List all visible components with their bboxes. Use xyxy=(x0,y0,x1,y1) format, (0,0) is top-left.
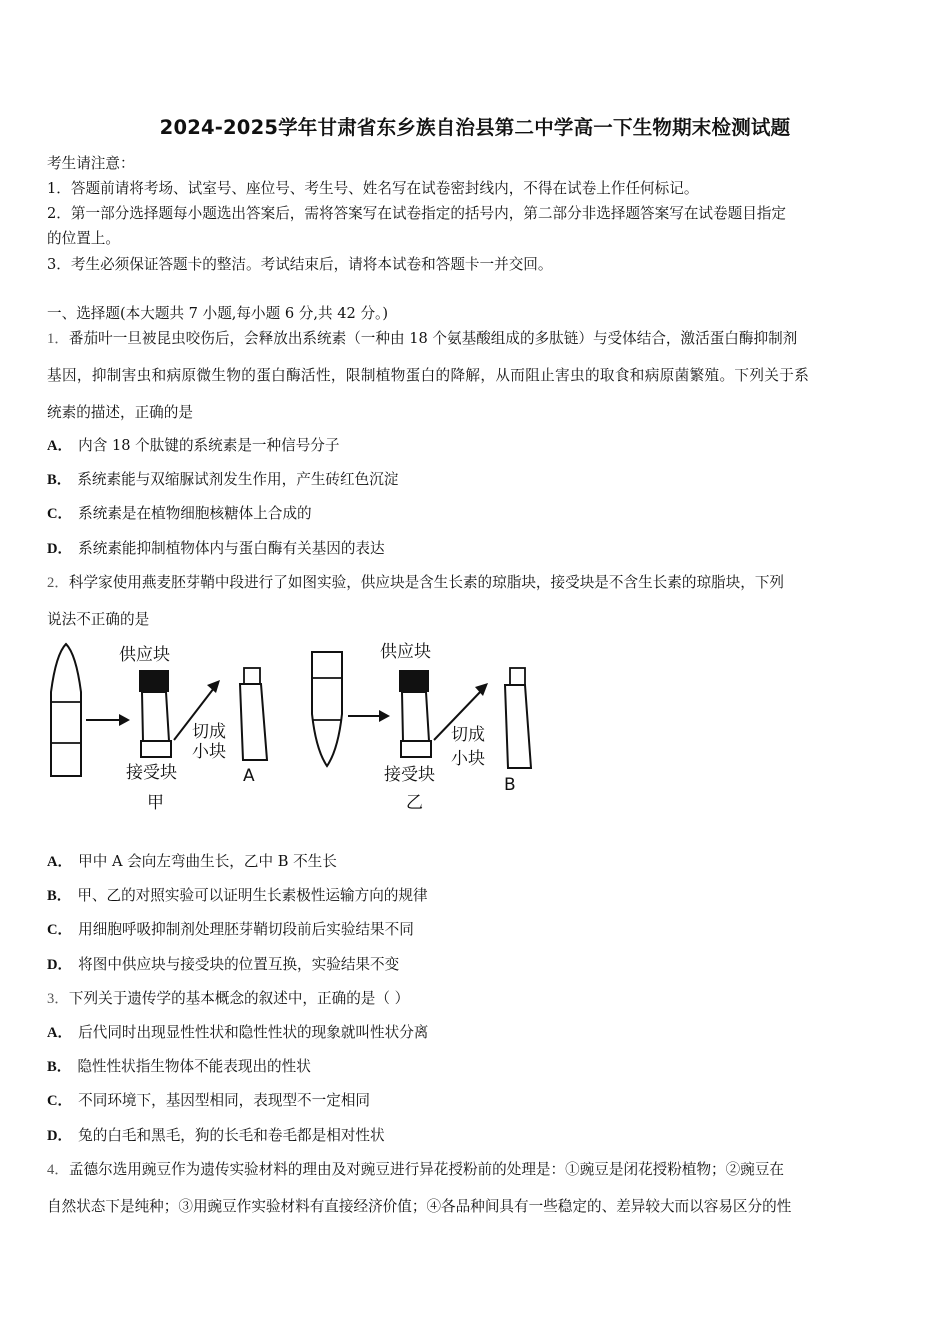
question-1-line-3: 统素的描述，正确的是 xyxy=(47,404,193,421)
question-number: 3． xyxy=(47,991,69,1007)
receiver-block-left xyxy=(141,741,171,757)
figure-group-jia xyxy=(51,644,267,813)
cut-label-left: 切成 xyxy=(192,722,226,742)
question-1-option-b: B． 系统素能与双缩脲试剂发生作用，产生砖红色沉淀 xyxy=(47,471,399,488)
arrow-left-1-head xyxy=(119,714,130,726)
segment-left xyxy=(142,692,169,741)
question-3-option-c: C． 不同环境下，基因型相同，表现型不一定相同 xyxy=(47,1092,371,1109)
segment-right xyxy=(402,692,429,741)
small-block-right xyxy=(510,668,525,685)
cut-label-left-2: 小块 xyxy=(192,742,226,762)
figure-group-yi xyxy=(312,642,531,813)
question-3-line-1: 3．下列关于遗传学的基本概念的叙述中，正确的是（ ） xyxy=(47,990,410,1007)
section-header: 一、选择题(本大题共 7 小题,每小题 6 分,共 42 分。) xyxy=(47,305,389,322)
caption-jia: 甲 xyxy=(147,793,164,813)
receiver-block-right xyxy=(401,741,431,757)
arrow-right-1-head xyxy=(379,710,390,722)
caption-yi: 乙 xyxy=(406,793,423,813)
question-1-line-2: 基因，抑制害虫和病原微生物的蛋白酶活性，限制植物蛋白的降解，从而阻止害虫的取食和病原菌繁殖。下列关于系 xyxy=(47,367,810,384)
donor-block-left xyxy=(139,670,169,692)
question-3-option-d: D． 兔的白毛和黑毛，狗的长毛和卷毛都是相对性状 xyxy=(47,1127,385,1144)
question-1-option-d: D． 系统素能抑制植物体内与蛋白酶有关基因的表达 xyxy=(47,540,385,557)
segment-a xyxy=(240,684,267,760)
receiver-label-left: 接受块 xyxy=(126,763,177,783)
question-number: 2． xyxy=(47,575,69,591)
notice-header: 考生请注意： xyxy=(47,155,135,172)
coleoptile-right xyxy=(312,652,342,766)
question-3-option-a: A． 后代同时出现显性性状和隐性性状的现象就叫性状分离 xyxy=(47,1024,429,1041)
question-2-option-b: B． 甲、乙的对照实验可以证明生长素极性运输方向的规律 xyxy=(47,887,428,904)
small-block-left xyxy=(244,668,260,684)
notice-item-2-cont: 的位置上。 xyxy=(47,230,120,247)
question-number: 1． xyxy=(47,331,69,347)
donor-block-right xyxy=(399,670,429,692)
coleoptile-left xyxy=(51,644,81,776)
coleoptile-experiment-figure xyxy=(46,640,536,820)
question-1-option-c: C． 系统素是在植物细胞核糖体上合成的 xyxy=(47,505,312,522)
question-3-option-b: B． 隐性性状指生物体不能表现出的性状 xyxy=(47,1058,311,1075)
question-2-line-2: 说法不正确的是 xyxy=(47,611,150,628)
donor-label-right: 供应块 xyxy=(380,642,431,662)
notice-item-3: 3．考生必须保证答题卡的整洁。考试结束后，请将本试卷和答题卡一并交回。 xyxy=(47,256,553,273)
question-2-option-d: D． 将图中供应块与接受块的位置互换，实验结果不变 xyxy=(47,956,400,973)
cut-label-right: 切成 xyxy=(451,725,485,745)
question-4-line-1: 4．孟德尔选用豌豆作为遗传实验材料的理由及对豌豆进行异花授粉前的处理是：①豌豆是闭花授粉植物；②豌豆在 xyxy=(47,1161,785,1178)
arrow-left-2-head xyxy=(207,680,220,693)
question-2-line-1: 2．科学家使用燕麦胚芽鞘中段进行了如图实验，供应块是含生长素的琼脂块，接受块是不含生长素的琼脂块，下列 xyxy=(47,574,785,591)
notice-item-1: 1．答题前请将考场、试室号、座位号、考生号、姓名写在试卷密封线内，不得在试卷上作任何标记。 xyxy=(47,180,699,197)
result-label-b: B xyxy=(504,775,516,795)
segment-b xyxy=(505,685,531,768)
question-4-line-2: 自然状态下是纯种；③用豌豆作实验材料有直接经济价值；④各品种间具有一些稳定的、差异较大而以容易区分的性 xyxy=(47,1198,792,1215)
question-1-line-1: 1．番茄叶一旦被昆虫咬伤后，会释放出系统素（一种由 18 个氨基酸组成的多肽链）与受体结合，激活蛋白酶抑制剂 xyxy=(47,330,798,347)
question-1-option-a: A． 内含 18 个肽键的系统素是一种信号分子 xyxy=(47,437,340,454)
result-label-a: A xyxy=(243,766,255,786)
question-2-option-a: A． 甲中 A 会向左弯曲生长，乙中 B 不生长 xyxy=(47,853,337,870)
cut-label-right-2: 小块 xyxy=(451,749,485,769)
notice-item-2: 2．第一部分选择题每小题选出答案后，需将答案写在试卷指定的括号内，第二部分非选择题答案写在试卷题目指定 xyxy=(47,205,786,222)
page-title: 2024-2025学年甘肃省东乡族自治县第二中学高一下生物期末检测试题 xyxy=(159,116,791,139)
donor-label-left: 供应块 xyxy=(119,645,170,665)
question-2-option-c: C． 用细胞呼吸抑制剂处理胚芽鞘切段前后实验结果不同 xyxy=(47,921,414,938)
question-number: 4． xyxy=(47,1162,69,1178)
receiver-label-right: 接受块 xyxy=(384,765,435,785)
